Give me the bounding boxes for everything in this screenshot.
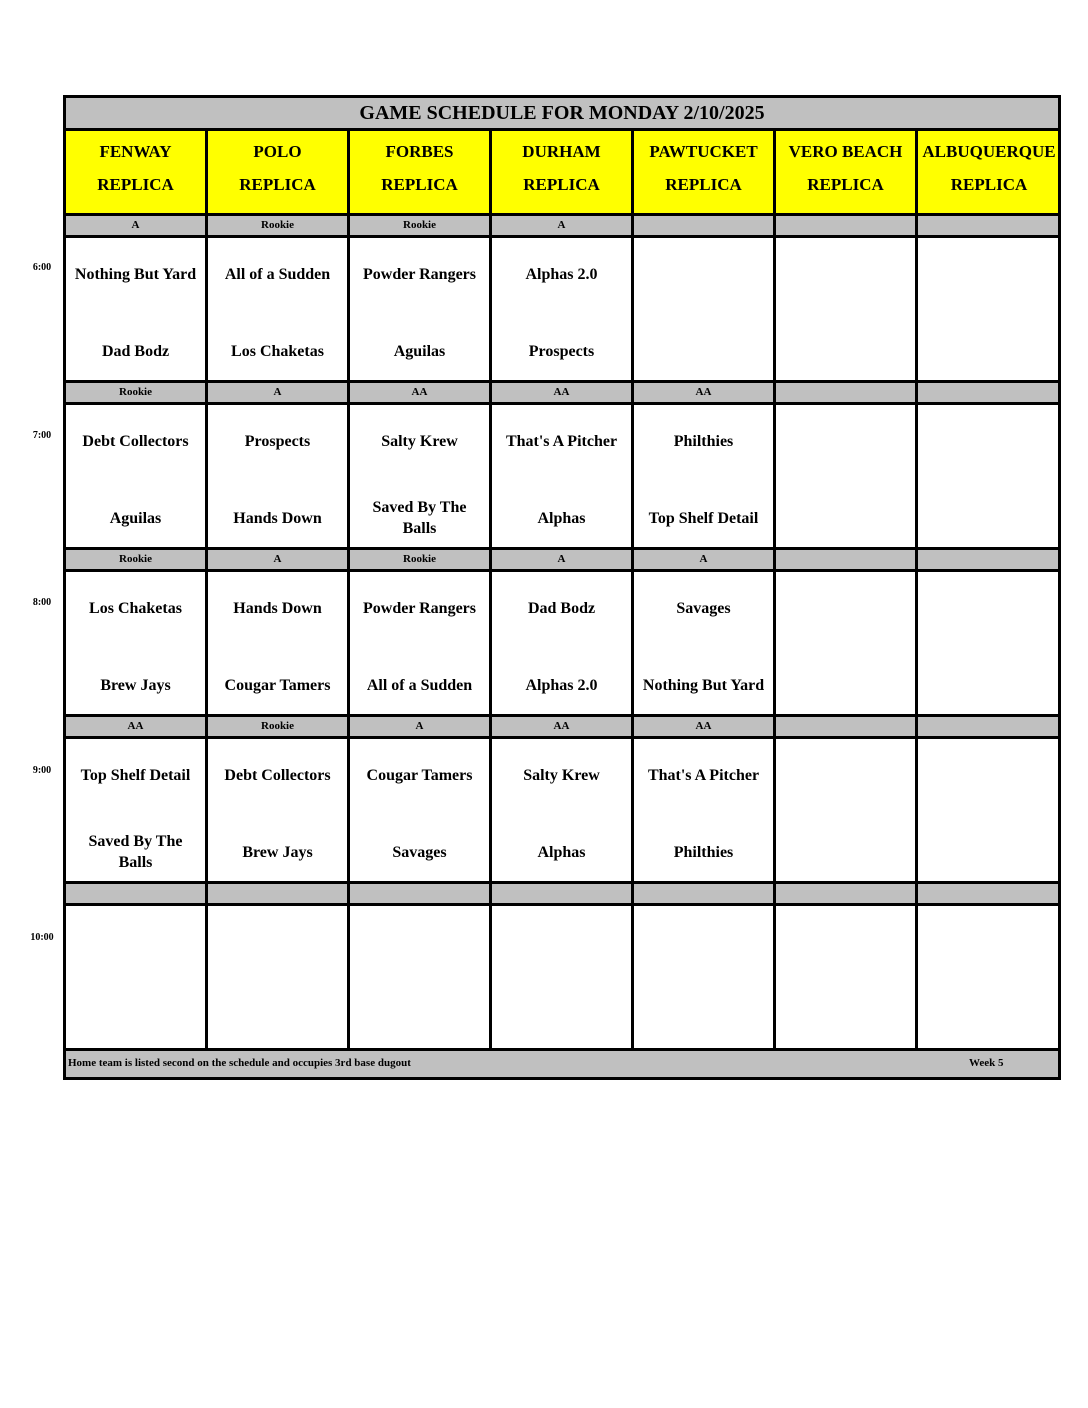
game-cell: [918, 739, 1060, 881]
game-cell: [208, 906, 350, 1048]
field-header: [208, 131, 350, 213]
away-team: [918, 423, 1060, 459]
game-cell: [208, 405, 350, 547]
home-team: Alphas: [537, 843, 586, 861]
field-subtitle: REPLICA: [950, 175, 1028, 194]
footer-bar: [66, 1051, 1058, 1077]
home-team: [208, 997, 347, 1041]
field-header: [918, 131, 1060, 213]
home-team: [918, 663, 1060, 707]
game-cell: [634, 739, 776, 881]
game-cell: [492, 906, 634, 1048]
home-team: Dad Bodz: [101, 342, 170, 360]
level-label: A: [634, 550, 776, 569]
level-label: [350, 884, 492, 903]
away-team: Top Shelf Detail: [80, 766, 191, 784]
away-team: [918, 757, 1060, 793]
away-team: [208, 924, 347, 960]
level-label: [918, 884, 1060, 903]
schedule-sheet: [63, 95, 1061, 1080]
games-row: [66, 739, 1058, 884]
home-team: [350, 997, 489, 1041]
level-label: Rookie: [208, 216, 350, 235]
home-team: [918, 329, 1060, 373]
away-team: Prospects: [244, 432, 311, 450]
game-cell: [918, 572, 1060, 714]
home-team: [776, 830, 915, 874]
time-label: 10:00: [30, 932, 54, 943]
home-team: Los Chaketas: [231, 342, 324, 360]
level-label: A: [350, 717, 492, 736]
away-team: Powder Rangers: [362, 265, 477, 283]
games-row: [66, 238, 1058, 383]
level-label: A: [66, 216, 208, 235]
time-label: 9:00: [32, 765, 52, 776]
game-cell: [66, 906, 208, 1048]
home-team: [634, 997, 773, 1041]
away-team: [492, 924, 631, 960]
game-cell: [66, 572, 208, 714]
game-cell: [208, 238, 350, 380]
game-cell: [634, 405, 776, 547]
level-label: [66, 884, 208, 903]
game-cell: [350, 739, 492, 881]
level-label: [634, 216, 776, 235]
game-cell: [776, 739, 918, 881]
field-name: DURHAM: [522, 142, 601, 161]
game-cell: [492, 739, 634, 881]
level-label: [918, 550, 1060, 569]
field-name: ALBUQUERQUE: [922, 142, 1056, 161]
field-subtitle: REPLICA: [665, 175, 742, 194]
game-cell: [634, 572, 776, 714]
home-team: [492, 997, 631, 1041]
field-header-row: [66, 131, 1058, 216]
level-label: Rookie: [350, 216, 492, 235]
home-team: Prospects: [528, 342, 595, 360]
level-label: [776, 884, 918, 903]
game-cell: [208, 739, 350, 881]
level-label: [776, 383, 918, 402]
field-subtitle: REPLICA: [807, 175, 884, 194]
away-team: [634, 256, 773, 292]
away-team: Dad Bodz: [527, 599, 596, 617]
away-team: Powder Rangers: [362, 599, 477, 617]
home-team: [918, 830, 1060, 874]
game-cell: [776, 405, 918, 547]
level-label: Rookie: [350, 550, 492, 569]
game-cell: [350, 238, 492, 380]
away-team: Los Chaketas: [89, 599, 182, 617]
away-team: All of a Sudden: [224, 265, 331, 283]
home-team: Aguilas: [109, 509, 162, 527]
game-cell: [776, 572, 918, 714]
away-team: That's A Pitcher: [647, 766, 760, 784]
away-team: That's A Pitcher: [505, 432, 618, 450]
field-name: FENWAY: [99, 142, 172, 161]
field-name: PAWTUCKET: [649, 142, 758, 161]
level-label: [776, 216, 918, 235]
away-team: Nothing But Yard: [74, 265, 197, 283]
game-cell: [776, 238, 918, 380]
level-label: Rookie: [208, 717, 350, 736]
away-team: Salty Krew: [381, 432, 458, 450]
level-row: [66, 717, 1058, 739]
game-cell: [492, 405, 634, 547]
away-team: [66, 924, 205, 960]
week-label: Week 5: [969, 1057, 1004, 1069]
home-team: Alphas 2.0: [525, 676, 598, 694]
field-header: [66, 131, 208, 213]
home-team: Saved By The Balls: [88, 833, 183, 871]
games-row: [66, 572, 1058, 717]
level-label: [208, 884, 350, 903]
game-cell: [918, 405, 1060, 547]
level-label: [918, 717, 1060, 736]
home-team: Top Shelf Detail: [648, 509, 759, 527]
time-label: 8:00: [32, 597, 52, 608]
time-slots: [66, 216, 1058, 1051]
home-team: [776, 997, 915, 1041]
away-team: Debt Collectors: [224, 766, 331, 784]
level-row: [66, 884, 1058, 906]
away-team: Philthies: [673, 432, 734, 450]
game-cell: [350, 572, 492, 714]
field-name: POLO: [253, 142, 302, 161]
game-cell: [66, 238, 208, 380]
home-team: Savages: [392, 843, 447, 861]
away-team: Cougar Tamers: [366, 766, 473, 784]
game-cell: [66, 405, 208, 547]
level-label: A: [208, 383, 350, 402]
schedule-title: GAME SCHEDULE FOR MONDAY 2/10/2025: [66, 98, 1058, 131]
level-label: [776, 550, 918, 569]
home-team: Philthies: [673, 843, 734, 861]
field-header: [492, 131, 634, 213]
away-team: [918, 590, 1060, 626]
field-header: [634, 131, 776, 213]
level-label: [918, 216, 1060, 235]
level-label: Rookie: [66, 550, 208, 569]
level-label: [776, 717, 918, 736]
level-label: AA: [492, 717, 634, 736]
level-row: [66, 550, 1058, 572]
games-row: [66, 405, 1058, 550]
game-cell: [634, 238, 776, 380]
home-team: [66, 997, 205, 1041]
game-cell: [350, 405, 492, 547]
games-row: [66, 906, 1058, 1051]
game-cell: [918, 238, 1060, 380]
level-label: Rookie: [66, 383, 208, 402]
level-row: [66, 216, 1058, 238]
home-team: Aguilas: [393, 342, 446, 360]
home-team: Cougar Tamers: [224, 676, 331, 694]
field-header: [776, 131, 918, 213]
field-header: [350, 131, 492, 213]
level-label: AA: [492, 383, 634, 402]
field-subtitle: REPLICA: [97, 175, 174, 194]
away-team: Debt Collectors: [82, 432, 189, 450]
game-cell: [66, 739, 208, 881]
away-team: [776, 423, 915, 459]
level-label: A: [492, 550, 634, 569]
level-row: [66, 383, 1058, 405]
home-team: Brew Jays: [242, 843, 313, 861]
game-cell: [350, 906, 492, 1048]
game-cell: [776, 906, 918, 1048]
away-team: [776, 590, 915, 626]
away-team: [350, 924, 489, 960]
away-team: [634, 924, 773, 960]
home-team: All of a Sudden: [366, 676, 473, 694]
field-name: FORBES: [385, 142, 454, 161]
field-name: VERO BEACH: [788, 142, 903, 161]
away-team: [776, 924, 915, 960]
away-team: Hands Down: [233, 599, 322, 617]
home-team: [776, 496, 915, 540]
home-team: Brew Jays: [100, 676, 171, 694]
level-label: AA: [634, 383, 776, 402]
game-cell: [208, 572, 350, 714]
game-cell: [492, 238, 634, 380]
time-label: 6:00: [32, 262, 52, 273]
home-team-note: Home team is listed second on the schedule and occupies 3rd base dugout: [68, 1057, 411, 1069]
home-team: [776, 663, 915, 707]
home-team: Alphas: [537, 509, 586, 527]
field-subtitle: REPLICA: [239, 175, 316, 194]
field-subtitle: REPLICA: [381, 175, 458, 194]
level-label: A: [492, 216, 634, 235]
home-team: [918, 496, 1060, 540]
level-label: [918, 383, 1060, 402]
home-team: Nothing But Yard: [642, 676, 765, 694]
game-cell: [918, 906, 1060, 1048]
level-label: A: [208, 550, 350, 569]
home-team: [918, 997, 1060, 1041]
level-label: AA: [634, 717, 776, 736]
away-team: [776, 757, 915, 793]
home-team: [776, 329, 915, 373]
away-team: Savages: [676, 599, 731, 617]
game-cell: [492, 572, 634, 714]
time-label: 7:00: [32, 430, 52, 441]
away-team: Salty Krew: [523, 766, 600, 784]
away-team: [776, 256, 915, 292]
level-label: AA: [66, 717, 208, 736]
away-team: Alphas 2.0: [525, 265, 598, 283]
level-label: [492, 884, 634, 903]
level-label: [634, 884, 776, 903]
home-team: [634, 329, 773, 373]
home-team: Saved By The Balls: [372, 499, 467, 537]
game-cell: [634, 906, 776, 1048]
away-team: [918, 256, 1060, 292]
away-team: [918, 924, 1060, 960]
field-subtitle: REPLICA: [523, 175, 600, 194]
home-team: Hands Down: [233, 509, 322, 527]
level-label: AA: [350, 383, 492, 402]
